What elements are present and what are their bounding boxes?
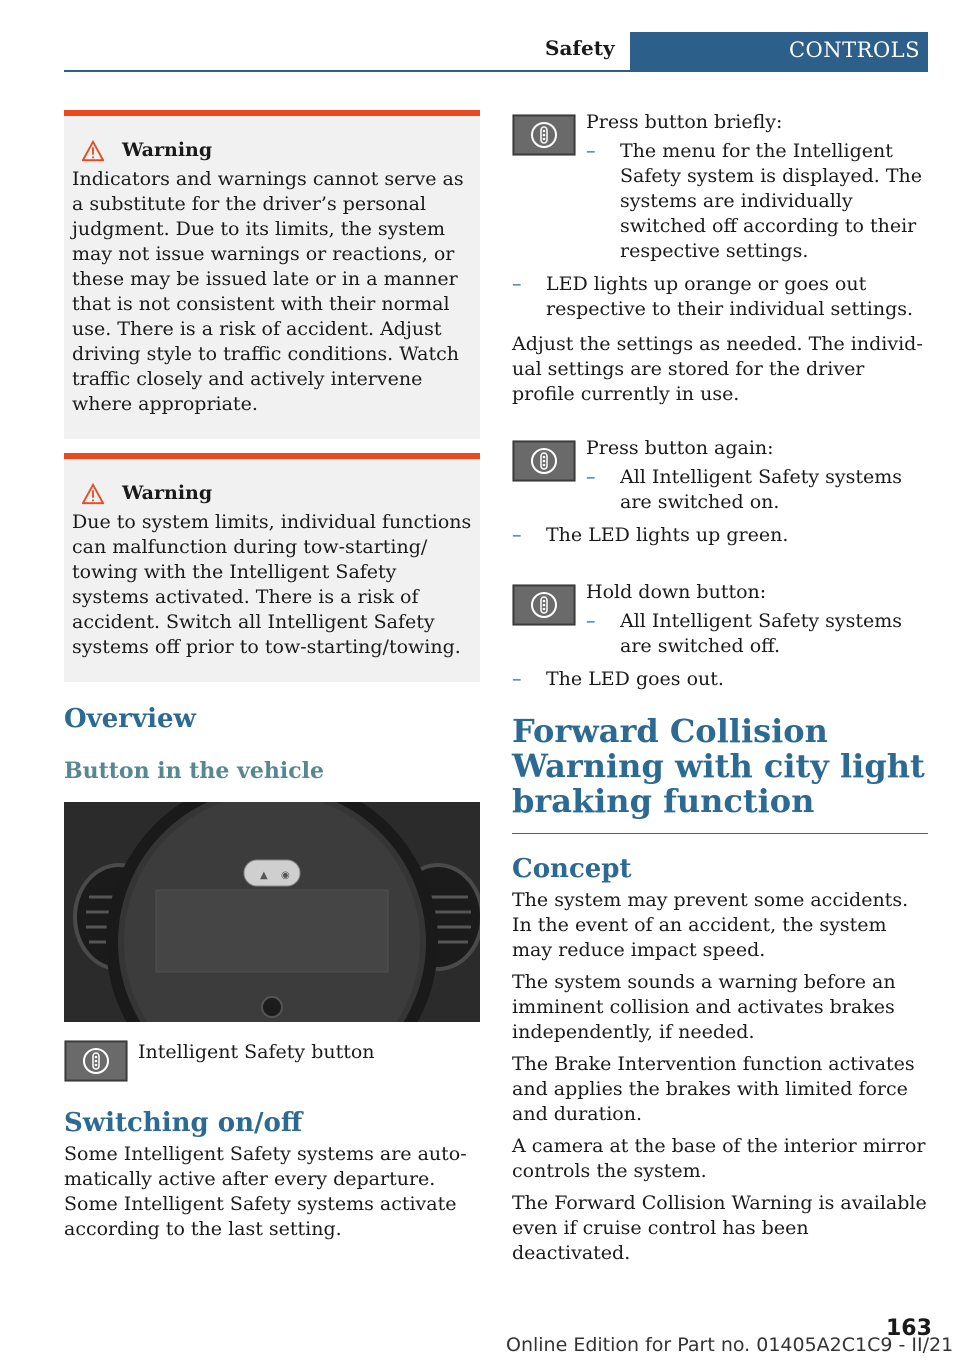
step-3-label: Hold down button: [586, 581, 767, 603]
adjust-text: Adjust the settings as needed. The individual settings are stored for the driver profile currently in use. [512, 333, 923, 405]
left-column [64, 110, 480, 1249]
step-2-label: Press button again: [586, 437, 774, 459]
warning-1-text: Indicators and warnings cannot serve as a substitute for the driver’s personal judgment. Due to its limits, the system may not issue warnings or reactions, or these may be issued late or in a manner that is not consistent with their normal use. There is a risk of accident. Adjust driving style to traffic conditions. Watch traffic closely and actively intervene where appropriate. [72, 168, 464, 415]
switching-heading: Switching on/off [64, 1108, 303, 1138]
intelligent-safety-button-icon [512, 440, 576, 482]
step-1-after: – LED lights up orange or goes out respective to their individual settings. [512, 272, 928, 322]
step-2-after: – The LED lights up green. [512, 523, 928, 548]
step-2-sub: – All Intelligent Safety systems are switched on. [586, 465, 928, 515]
intelligent-safety-button-icon [64, 1040, 128, 1082]
warning-box-2 [64, 453, 480, 682]
concept-p3: The Brake Intervention function activates and applies the brakes with limited force and duration. [512, 1053, 915, 1125]
step-press-again [512, 436, 928, 515]
header-rule [64, 70, 928, 72]
warning-1-title: Warning [122, 139, 213, 161]
concept-heading: Concept [512, 854, 632, 884]
heading-rule [512, 833, 928, 834]
step-press-briefly [512, 110, 928, 264]
step-3-sub: – All Intelligent Safety systems are switched off. [586, 609, 928, 659]
header-chapter-tab[interactable]: CONTROLS [630, 32, 928, 70]
button-caption: Intelligent Safety button [138, 1041, 375, 1063]
button-in-vehicle-heading: Button in the vehicle [64, 758, 324, 784]
fcw-heading: Forward Collision Warning with city light braking function [512, 712, 925, 820]
page-number: 163 [886, 1316, 932, 1341]
right-column [512, 110, 928, 1273]
step-1-label: Press button briefly: [586, 111, 783, 133]
concept-p1: The system may prevent some accidents. In the event of an accident, the system may reduce impact speed. [512, 889, 909, 961]
concept-p5: The Forward Collision Warning is available even if cruise control has been deactivated. [512, 1192, 927, 1264]
dashboard-photo [64, 802, 480, 1022]
intelligent-safety-button-icon [512, 584, 576, 626]
warning-box-1 [64, 110, 480, 439]
concept-p4: A camera at the base of the interior mirror controls the system. [512, 1135, 926, 1182]
svg-text:◉: ◉ [281, 870, 290, 881]
step-1-sub: – The menu for the Intelligent Safety system is displayed. The systems are individually switched off according to their respective settings. [586, 139, 928, 264]
concept-p2: The system sounds a warning before an imminent collision and activates brakes independently, if needed. [512, 971, 896, 1043]
warning-2-text: Due to system limits, individual functions can malfunction during tow-starting/ towing with the Intelligent Safety systems activated. There is a risk of accident. Switch all Intelligent Safety systems off prior to tow-starting/towing. [72, 511, 472, 658]
svg-text:▲: ▲ [260, 870, 268, 881]
warning-triangle-icon [82, 140, 104, 162]
overview-heading: Overview [64, 704, 196, 734]
warning-triangle-icon [82, 483, 104, 505]
footer-edition: Online Edition for Part no. 01405A2C1C9 - II/21 [506, 1334, 954, 1356]
step-hold-down [512, 580, 928, 659]
intelligent-safety-button-icon [512, 114, 576, 156]
switching-text: Some Intelligent Safety systems are automatically active after every departure. Some Intelligent Safety systems activate according to the last setting. [64, 1143, 467, 1240]
header-section: Safety [545, 36, 615, 60]
warning-2-title: Warning [122, 482, 213, 504]
step-3-after: – The LED goes out. [512, 667, 928, 692]
